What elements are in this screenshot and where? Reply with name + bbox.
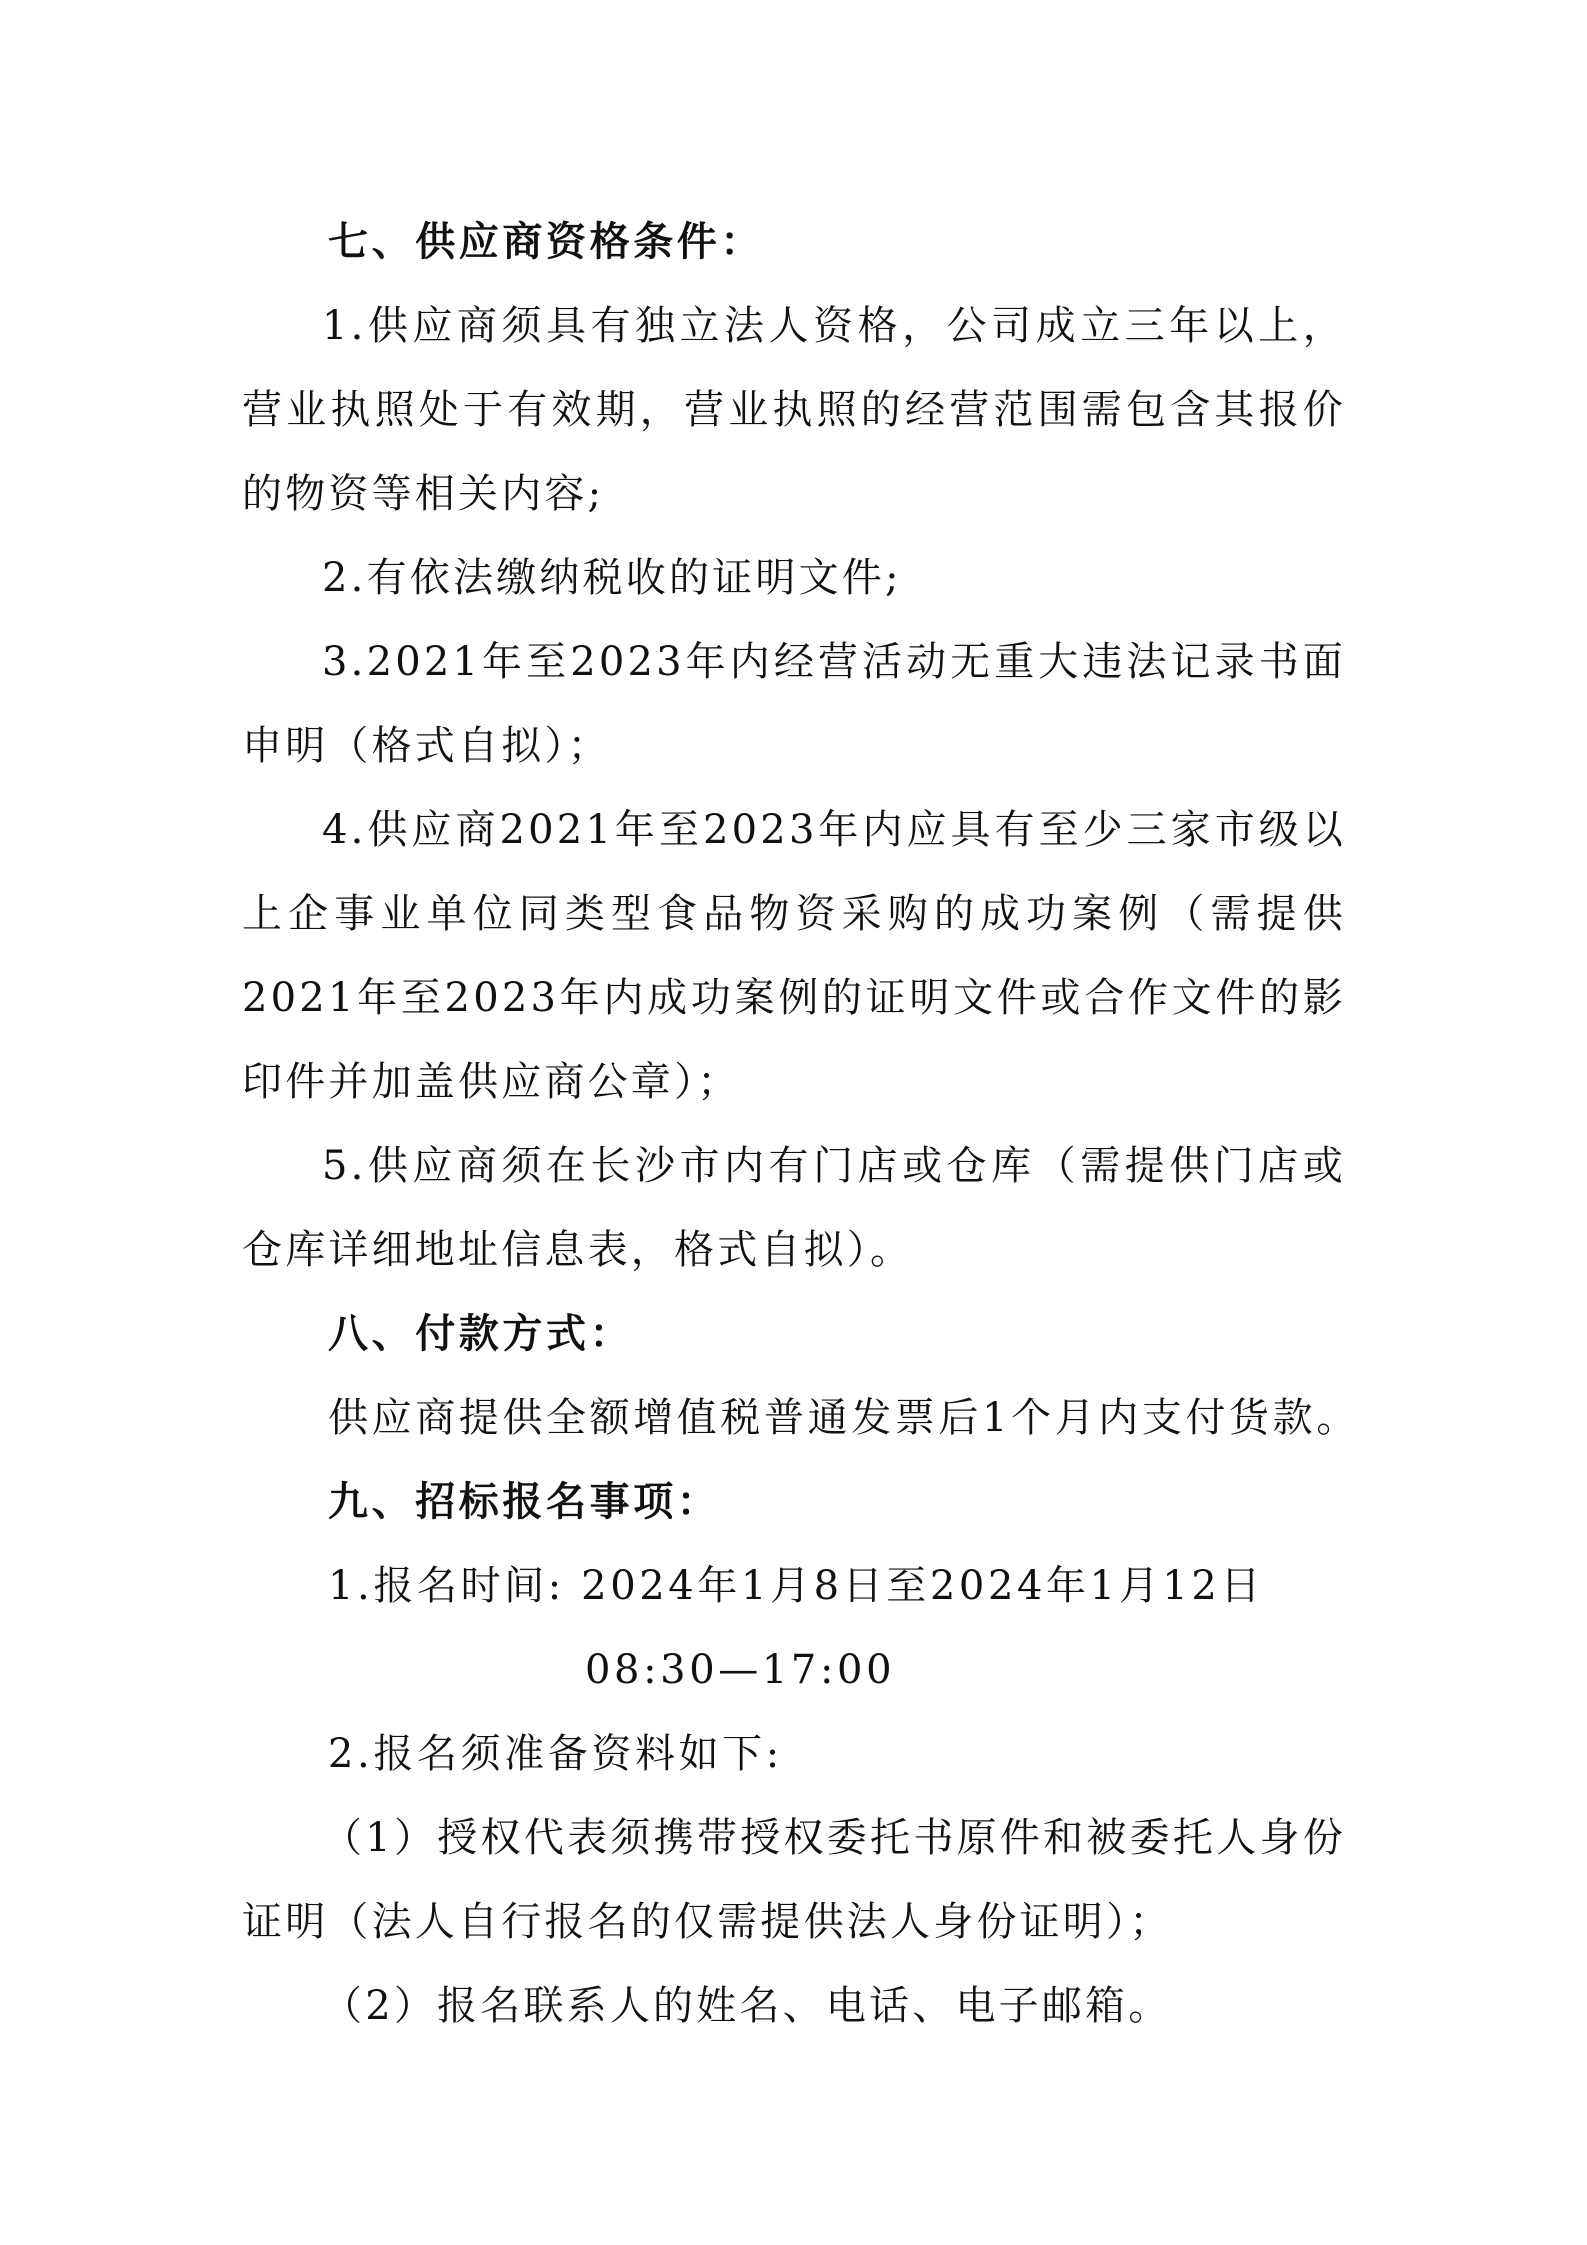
registration-materials-label: 2.报名须准备资料如下: — [328, 1731, 783, 1777]
section-heading-payment: 八、付款方式： — [328, 1311, 634, 1357]
payment-text: 供应商提供全额增值税普通发票后1个月内支付货款。 — [328, 1395, 1360, 1441]
qualification-item-5: 5.供应商须在长沙市内有门店或仓库（需提供门店或仓库详细地址信息表，格式自拟）。 — [242, 1143, 1346, 1273]
section-heading-registration: 九、招标报名事项： — [328, 1479, 721, 1525]
document-body — [242, 200, 1360, 2048]
qualification-item-3: 3.2021年至2023年内经营活动无重大违法记录书面申明（格式自拟）； — [242, 639, 1346, 769]
qualification-item-1: 1.供应商须具有独立法人资格，公司成立三年以上，营业执照处于有效期，营业执照的经营范围需包含其报价的物资等相关内容; — [242, 303, 1346, 517]
registration-material-2: （2）报名联系人的姓名、电话、电子邮箱。 — [322, 1983, 1172, 2029]
registration-material-1: （1）授权代表须携带授权委托书原件和被委托人身份证明（法人自行报名的仅需提供法人身份证明）； — [242, 1815, 1346, 1945]
registration-time: 1.报名时间: 2024年1月8日至2024年1月12日 — [328, 1563, 1264, 1609]
registration-hours: 08:30—17:00 — [585, 1647, 896, 1693]
section-heading-qualification: 七、供应商资格条件： — [328, 219, 764, 265]
qualification-item-4: 4.供应商2021年至2023年内应具有至少三家市级以上企事业单位同类型食品物资采购的成功案例（需提供2021年至2023年内成功案例的证明文件或合作文件的影印件并加盖供应商公章）； — [242, 807, 1346, 1105]
qualification-item-2: 2.有依法缴纳税收的证明文件; — [322, 555, 902, 601]
